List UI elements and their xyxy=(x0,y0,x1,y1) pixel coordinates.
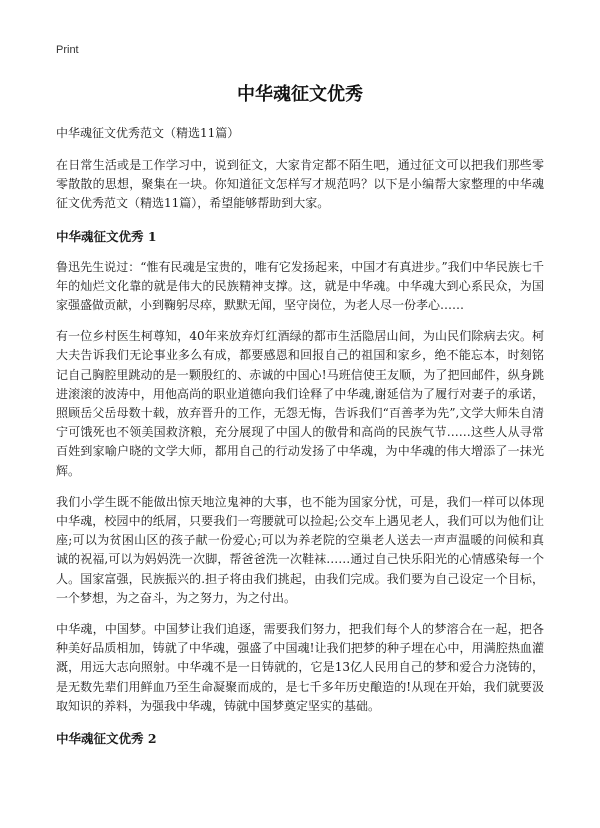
intro-paragraph: 在日常生活或是工作学习中，说到征文，大家肯定都不陌生吧，通过征文可以把我们那些零零散散的思想，聚集在一块。你知道征文怎样写才规范吗？以下是小编帮大家整理的中华魂征文优秀范文（精选11篇），希望能够帮助到大家。 xyxy=(56,158,544,211)
section-1-paragraph-1: 鲁迅先生说过：“惟有民魂是宝贵的，唯有它发扬起来，中国才有真进步。”我们中华民族七千年的灿烂文化靠的就是伟大的民族精神支撑。这，就是中华魂。中华魂大到心系民众，为国家强盛做贡献，小到鞠躬尽瘁，默默无闻，坚守岗位，为老人尽一份孝心…… xyxy=(56,259,544,313)
section-1-paragraph-2: 有一位乡村医生柯尊知，40年来放弃灯红酒绿的都市生活隐居山间，为山民们除病去灾。柯大夫告诉我们无论事业多么有成，都要感恩和回报自己的祖国和家乡，绝不能忘本，时刻铭记自己胸腔里跳动的是一颗殷红的、赤诚的中国心!马班信使王友顺，为了把回邮件，纵身跳进滚滚的波涛中，用他高尚的职业道德向我们诠释了中华魂,谢延信为了履行对妻子的承诺，照顾岳父岳母数十载，放弃晋升的工作，无怨无悔，告诉我们“百善孝为先”,文学大师朱自清宁可饿死也不领美国救济粮，充分展现了中国人的傲骨和高尚的民族气节……这些人从寻常百姓到家喻户晓的文学大师，都用自己的行动发扬了中华魂，为中华魂的伟大增添了一抹光辉。 xyxy=(56,329,544,478)
section-heading-2: 中华魂征文优秀 2 xyxy=(56,731,157,747)
section-1-paragraph-4: 中华魂，中国梦。中国梦让我们追逐，需要我们努力，把我们每个人的梦溶合在一起，把各种美好品质相加，铸就了中华魂，强盛了中国魂!让我们把梦的种子埋在心中，用满腔热血灌溉，用远大志向照射。中华魂不是一日铸就的，它是13亿人民用自己的梦和爱合力浇铸的，是无数先辈们用鲜血乃至生命凝聚而成的，是七千多年历史酿造的!从现在开始，我们就要汲取知识的养料，为强我中华魂，铸就中国梦奠定坚实的基础。 xyxy=(56,622,544,713)
print-label: Print xyxy=(56,44,79,56)
section-heading-1: 中华魂征文优秀 1 xyxy=(56,228,157,244)
section-1-paragraph-3: 我们小学生既不能做出惊天地泣鬼神的大事，也不能为国家分忧，可是，我们一样可以体现中华魂，校园中的纸屑，只要我们一弯腰就可以捡起;公交车上遇见老人，我们可以为他们让座;可以为贫困山区的孩子献一份爱心;可以为养老院的空巢老人送去一声声温暖的问候和真诚的祝福,可以为妈妈洗一次脚，帮爸爸洗一次鞋袜……通过自己快乐阳光的心情感染每一个人。国家富强，民族振兴的.担子将由我们挑起，由我们完成。我们要为自己设定一个目标，一个梦想，为之奋斗，为之努力，为之付出。 xyxy=(56,494,544,605)
document-title: 中华魂征文优秀 xyxy=(237,84,363,105)
document-subtitle: 中华魂征文优秀范文（精选11篇） xyxy=(56,126,240,140)
